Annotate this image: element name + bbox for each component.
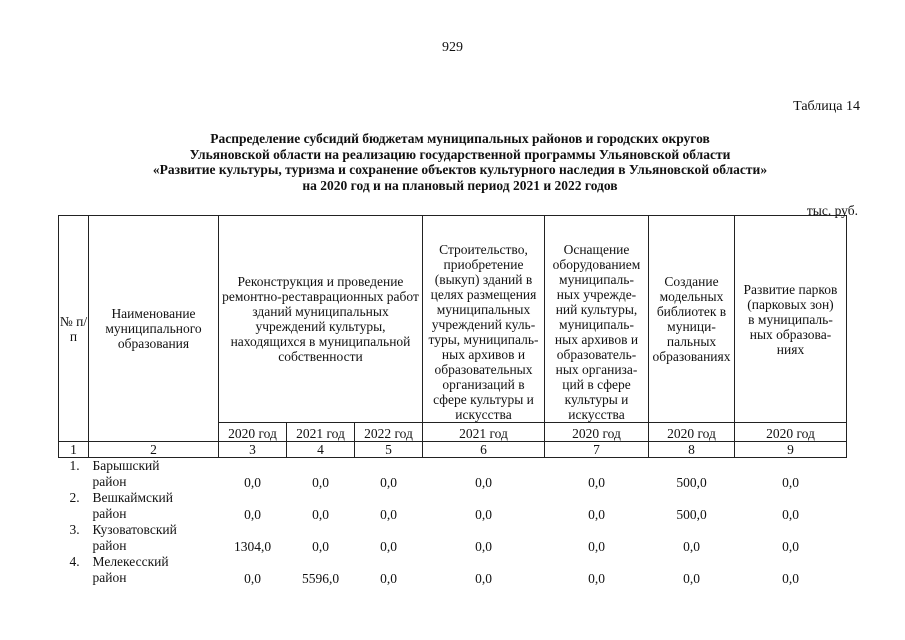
value-cell: 500,0 <box>676 507 707 522</box>
table-row <box>59 554 847 586</box>
value-cell: 0,0 <box>475 507 492 522</box>
value-cell: 0,0 <box>244 507 261 522</box>
row-number: 2. <box>69 490 80 505</box>
value-cell: 500,0 <box>676 475 707 490</box>
column-number: 9 <box>735 442 847 458</box>
table-row <box>59 458 847 491</box>
document-title <box>60 131 860 193</box>
header-name: Наименование муниципального образования <box>89 216 219 442</box>
value-cell: 0,0 <box>683 571 700 586</box>
column-numbers-row <box>59 442 847 458</box>
row-name-line: Вешкаймский <box>92 490 174 505</box>
column-number: 4 <box>287 442 355 458</box>
header-construction: Строительство, приобретение (выкуп) зданий в целях размещения муниципальных учреждений куль-туры, муниципаль-ных архивов и образовательных организаций в сфере культуры и искусства <box>423 216 545 423</box>
table-header-row <box>59 216 847 423</box>
value-cell: 0,0 <box>588 475 605 490</box>
row-number: 1. <box>69 458 80 473</box>
year-cell: 2022 год <box>355 423 423 442</box>
value-cell: 0,0 <box>475 475 492 490</box>
year-cell: 2021 год <box>423 423 545 442</box>
value-cell: 1304,0 <box>233 539 272 554</box>
value-cell: 0,0 <box>588 539 605 554</box>
value-cell: 0,0 <box>588 507 605 522</box>
column-number: 5 <box>355 442 423 458</box>
header-number: № п/п <box>59 216 89 442</box>
column-number: 1 <box>59 442 89 458</box>
title-line-1: Распределение субсидий бюджетам муниципальных районов и городских округов <box>210 131 710 146</box>
row-name-line: Барышский <box>92 458 160 473</box>
row-name-line: район <box>92 506 127 521</box>
value-cell: 0,0 <box>312 475 329 490</box>
value-cell: 0,0 <box>312 507 329 522</box>
value-cell: 0,0 <box>244 571 261 586</box>
header-reconstruction: Реконструкция и проведение ремонтно-реставрационных работ зданий муниципальных учреждений культуры, находящихся в муниципальной собственности <box>219 216 423 423</box>
title-line-4: на 2020 год и на плановый период 2021 и 2022 годов <box>302 177 618 193</box>
row-name <box>89 490 219 522</box>
value-cell: 0,0 <box>588 571 605 586</box>
row-name <box>89 554 219 586</box>
subsidy-table <box>58 215 847 586</box>
value-cell: 0,0 <box>782 539 799 554</box>
year-cell: 2020 год <box>545 423 649 442</box>
value-cell: 0,0 <box>380 571 397 586</box>
value-cell: 0,0 <box>782 475 799 490</box>
table-row <box>59 522 847 554</box>
value-cell: 0,0 <box>782 571 799 586</box>
value-cell: 0,0 <box>244 475 261 490</box>
value-cell: 0,0 <box>475 571 492 586</box>
year-cell: 2020 год <box>735 423 847 442</box>
row-number: 3. <box>69 522 80 537</box>
value-cell: 5596,0 <box>301 571 340 586</box>
table-label: Таблица 14 <box>793 99 860 114</box>
row-name-line: Кузоватовский <box>92 522 177 537</box>
row-name-line: район <box>92 474 127 489</box>
row-name <box>89 458 219 491</box>
header-equipment: Оснащение оборудованием муниципаль-ных учрежде-ний культуры, муниципаль-ных архивов и образователь-ных организа-ций в сфере культуры и искусства <box>545 216 649 423</box>
row-name-line: район <box>92 570 127 585</box>
column-number: 7 <box>545 442 649 458</box>
year-cell: 2020 год <box>219 423 287 442</box>
header-libraries: Создание модельных библиотек в муници-пальных образованиях <box>649 216 735 423</box>
value-cell: 0,0 <box>380 507 397 522</box>
value-cell: 0,0 <box>782 507 799 522</box>
page-number: 929 <box>442 40 463 55</box>
row-name-line: район <box>92 538 127 553</box>
year-cell: 2020 год <box>649 423 735 442</box>
title-line-2: Ульяновской области на реализацию государственной программы Ульяновской области <box>189 146 731 162</box>
value-cell: 0,0 <box>475 539 492 554</box>
column-number: 6 <box>423 442 545 458</box>
value-cell: 0,0 <box>312 539 329 554</box>
units-label: тыс. руб. <box>806 203 858 218</box>
row-number: 4. <box>69 554 80 569</box>
row-name <box>89 522 219 554</box>
row-name-line: Мелекесский <box>92 554 169 569</box>
column-number: 8 <box>649 442 735 458</box>
year-cell: 2021 год <box>287 423 355 442</box>
value-cell: 0,0 <box>683 539 700 554</box>
table-row <box>59 490 847 522</box>
column-number: 2 <box>89 442 219 458</box>
title-line-3: «Развитие культуры, туризма и сохранение объектов культурного наследия в Ульяновской области» <box>152 162 768 177</box>
value-cell: 0,0 <box>380 475 397 490</box>
column-number: 3 <box>219 442 287 458</box>
value-cell: 0,0 <box>380 539 397 554</box>
header-parks: Развитие парков (парковых зон) в муниципаль-ных образова-ниях <box>735 216 847 423</box>
